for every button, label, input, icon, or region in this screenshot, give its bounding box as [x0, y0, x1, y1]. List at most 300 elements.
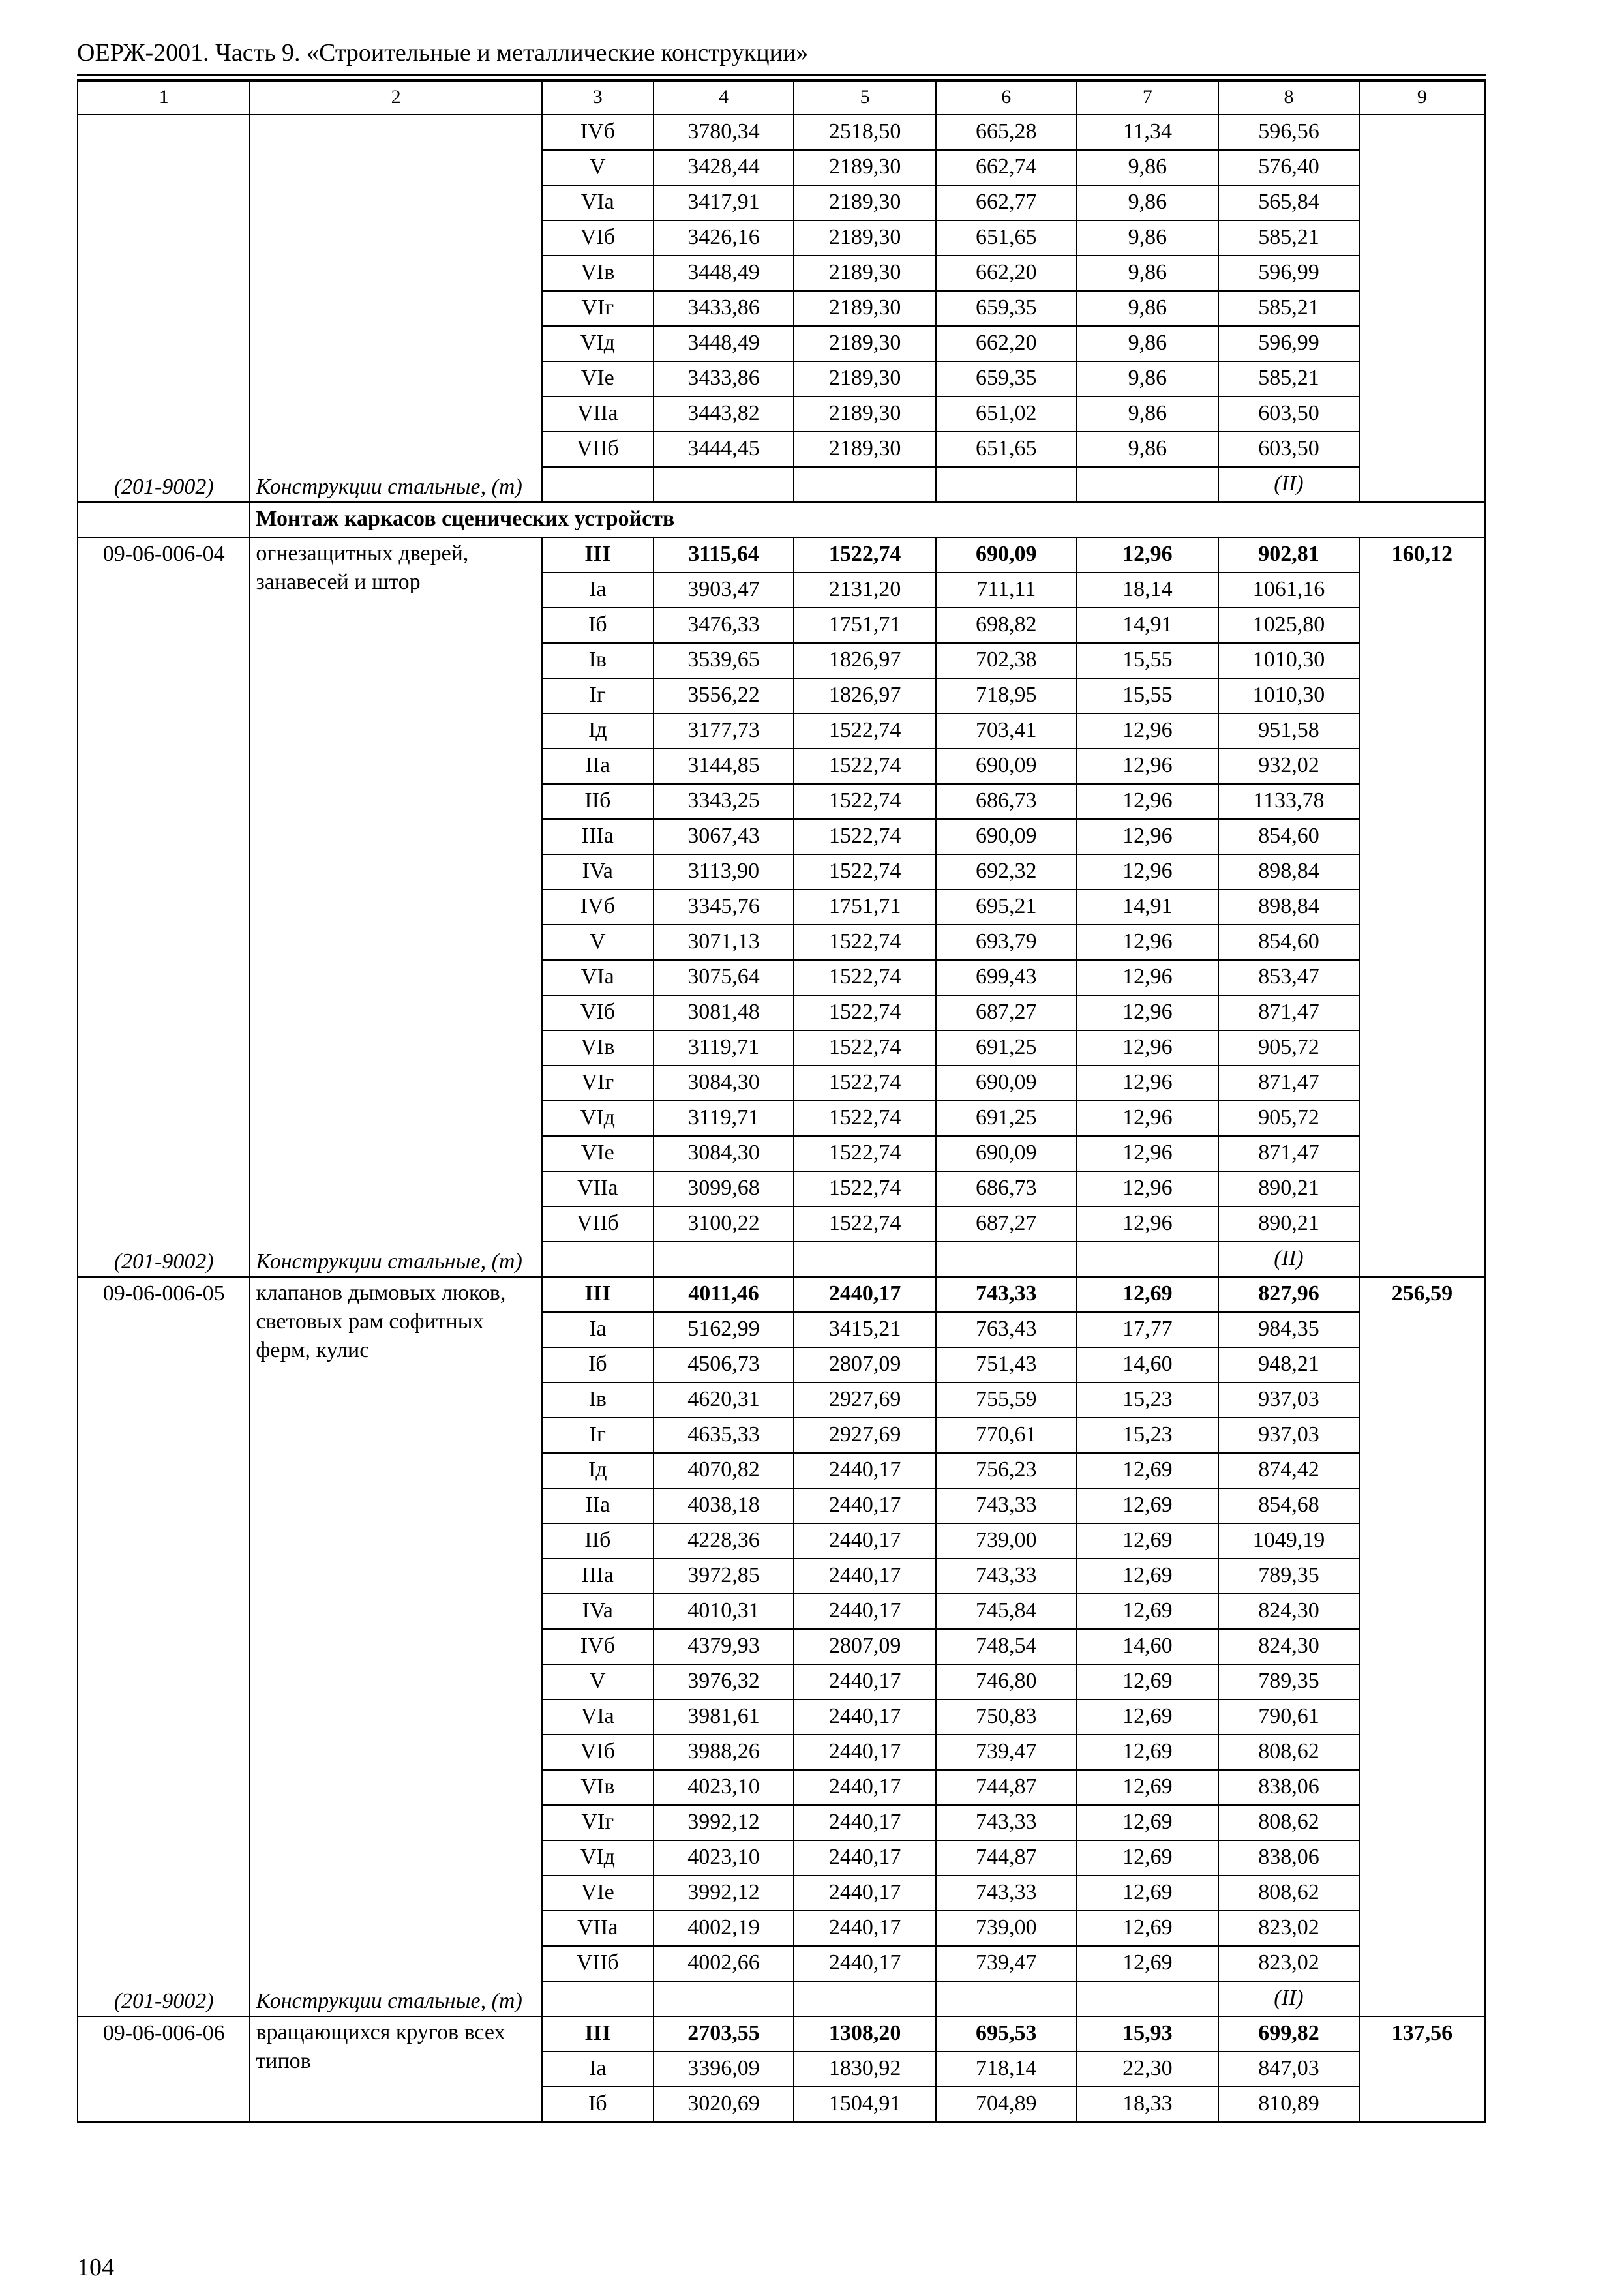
table-cell: Iв — [542, 1383, 654, 1418]
empty-cell — [654, 1242, 794, 1277]
table-cell: 3119,71 — [654, 1030, 794, 1066]
table-cell: 9,86 — [1077, 326, 1219, 361]
table-cell: 3780,34 — [654, 115, 794, 150]
table-cell: 1061,16 — [1218, 573, 1359, 608]
table-cell: 739,00 — [936, 1523, 1077, 1559]
table-cell: 2189,30 — [794, 396, 936, 432]
table-cell: 4023,10 — [654, 1840, 794, 1876]
total-cell: 160,12 — [1359, 537, 1485, 1277]
table-cell: 12,69 — [1077, 1523, 1219, 1559]
table-cell: 686,73 — [936, 1171, 1077, 1206]
table-cell: VIIб — [542, 1206, 654, 1242]
empty-cell — [542, 1242, 654, 1277]
table-cell: 1751,71 — [794, 890, 936, 925]
table-cell: Iг — [542, 1418, 654, 1453]
resource-description: Конструкции стальные, (т) — [256, 1249, 522, 1274]
table-cell: 1522,74 — [794, 1066, 936, 1101]
work-description: вращающихся кругов всех типов — [256, 2020, 505, 2073]
table-cell: 746,80 — [936, 1664, 1077, 1699]
table-cell: 2440,17 — [794, 1664, 936, 1699]
price-table — [77, 80, 1486, 2123]
table-cell: 984,35 — [1218, 1312, 1359, 1347]
table-cell: 711,11 — [936, 573, 1077, 608]
table-cell: 603,50 — [1218, 432, 1359, 467]
table-cell: 1308,20 — [794, 2016, 936, 2052]
table-cell: VIa — [542, 185, 654, 220]
table-cell: 1522,74 — [794, 854, 936, 890]
column-number: 5 — [794, 81, 936, 115]
table-cell: 12,96 — [1077, 1206, 1219, 1242]
column-number: 3 — [542, 81, 654, 115]
section-title: Монтаж каркасов сценических устройств — [250, 502, 1485, 537]
table-cell: 789,35 — [1218, 1559, 1359, 1594]
table-cell: 12,96 — [1077, 1136, 1219, 1171]
table-cell: III — [542, 1277, 654, 1312]
norm-code: 09-06-006-04 — [102, 542, 225, 566]
table-cell: 743,33 — [936, 1277, 1077, 1312]
table-cell: 12,96 — [1077, 995, 1219, 1030]
table-cell: Iг — [542, 678, 654, 713]
column-number: 8 — [1218, 81, 1359, 115]
table-cell: 14,91 — [1077, 890, 1219, 925]
table-cell: 951,58 — [1218, 713, 1359, 749]
table-cell: 2440,17 — [794, 1277, 936, 1312]
empty-cell — [1077, 1981, 1219, 2016]
table-cell: 1522,74 — [794, 1030, 936, 1066]
table-cell: 789,35 — [1218, 1664, 1359, 1699]
table-cell: 15,23 — [1077, 1418, 1219, 1453]
resource-code: (201-9002) — [113, 475, 214, 499]
table-cell: 847,03 — [1218, 2052, 1359, 2087]
table-cell: 3144,85 — [654, 749, 794, 784]
table-cell: III — [542, 537, 654, 573]
table-cell: 15,55 — [1077, 678, 1219, 713]
table-cell: 890,21 — [1218, 1206, 1359, 1242]
table-cell: 662,20 — [936, 326, 1077, 361]
table-cell: 690,09 — [936, 749, 1077, 784]
table-cell: 665,28 — [936, 115, 1077, 150]
table-cell: 3972,85 — [654, 1559, 794, 1594]
table-cell: 4038,18 — [654, 1488, 794, 1523]
table-cell: 3084,30 — [654, 1136, 794, 1171]
table-cell: VIIa — [542, 1911, 654, 1946]
table-cell: 596,99 — [1218, 326, 1359, 361]
empty-cell — [542, 1981, 654, 2016]
table-cell: 699,82 — [1218, 2016, 1359, 2052]
table-cell: 3992,12 — [654, 1876, 794, 1911]
table-cell: 3343,25 — [654, 784, 794, 819]
table-row — [78, 537, 1485, 573]
table-cell: 596,99 — [1218, 256, 1359, 291]
empty-cell — [936, 1242, 1077, 1277]
table-cell: VIIб — [542, 432, 654, 467]
table-cell: 871,47 — [1218, 995, 1359, 1030]
table-cell: Iд — [542, 1453, 654, 1488]
table-cell: 3075,64 — [654, 960, 794, 995]
table-cell: VIг — [542, 1066, 654, 1101]
table-cell: Iб — [542, 1347, 654, 1383]
description-cell — [250, 1277, 541, 2016]
table-cell: 2440,17 — [794, 1488, 936, 1523]
table-cell: 9,86 — [1077, 150, 1219, 185]
table-cell: 690,09 — [936, 1136, 1077, 1171]
table-cell: 12,69 — [1077, 1277, 1219, 1312]
empty-cell — [1077, 467, 1219, 502]
table-cell: 808,62 — [1218, 1876, 1359, 1911]
table-cell: 3415,21 — [794, 1312, 936, 1347]
table-cell: 12,69 — [1077, 1559, 1219, 1594]
table-cell: 702,38 — [936, 643, 1077, 678]
table-cell: 1522,74 — [794, 784, 936, 819]
table-cell: 2518,50 — [794, 115, 936, 150]
table-cell: VIe — [542, 1876, 654, 1911]
table-cell: IIб — [542, 784, 654, 819]
table-cell: 603,50 — [1218, 396, 1359, 432]
table-cell: V — [542, 1664, 654, 1699]
empty-cell — [654, 467, 794, 502]
total-cell — [1359, 115, 1485, 502]
table-cell: 2703,55 — [654, 2016, 794, 2052]
table-cell: 718,95 — [936, 678, 1077, 713]
table-cell: Iб — [542, 608, 654, 643]
table-cell: IVa — [542, 854, 654, 890]
table-cell: 898,84 — [1218, 854, 1359, 890]
table-cell: 687,27 — [936, 995, 1077, 1030]
table-cell: 1049,19 — [1218, 1523, 1359, 1559]
table-cell: 3433,86 — [654, 291, 794, 326]
table-cell: 854,60 — [1218, 819, 1359, 854]
table-cell: IIб — [542, 1523, 654, 1559]
table-cell: VIв — [542, 1770, 654, 1805]
work-description: клапанов дымовых люков, световых рам софитных ферм, кулис — [256, 1281, 506, 1362]
table-cell: 4635,33 — [654, 1418, 794, 1453]
code-cell — [78, 2016, 250, 2122]
table-cell: 4010,31 — [654, 1594, 794, 1629]
table-cell: 3539,65 — [654, 643, 794, 678]
table-cell: 3099,68 — [654, 1171, 794, 1206]
table-cell: 698,82 — [936, 608, 1077, 643]
work-description: огнезащитных дверей, занавесей и штор — [256, 541, 469, 594]
table-cell: 576,40 — [1218, 150, 1359, 185]
table-cell: 871,47 — [1218, 1066, 1359, 1101]
table-cell: 3081,48 — [654, 995, 794, 1030]
table-cell: 12,96 — [1077, 1066, 1219, 1101]
table-cell: 704,89 — [936, 2087, 1077, 2122]
table-cell: 585,21 — [1218, 361, 1359, 396]
code-wrap — [83, 115, 244, 501]
description-wrap — [256, 1278, 535, 2016]
table-cell: IIa — [542, 1488, 654, 1523]
table-cell: 14,60 — [1077, 1629, 1219, 1664]
table-cell: 3113,90 — [654, 854, 794, 890]
table-cell: 1522,74 — [794, 819, 936, 854]
class-cell: (II) — [1218, 1242, 1359, 1277]
table-cell: 3443,82 — [654, 396, 794, 432]
table-cell: 3981,61 — [654, 1699, 794, 1735]
table-cell: IIIa — [542, 819, 654, 854]
table-cell: 690,09 — [936, 537, 1077, 573]
table-cell: 9,86 — [1077, 185, 1219, 220]
table-cell: 12,69 — [1077, 1699, 1219, 1735]
column-number: 6 — [936, 81, 1077, 115]
table-cell: VIe — [542, 1136, 654, 1171]
table-cell: 659,35 — [936, 291, 1077, 326]
table-cell: 4620,31 — [654, 1383, 794, 1418]
class-cell: (II) — [1218, 467, 1359, 502]
table-cell: 9,86 — [1077, 396, 1219, 432]
header-rule — [77, 74, 1486, 76]
table-cell: 692,32 — [936, 854, 1077, 890]
table-cell: 12,96 — [1077, 1030, 1219, 1066]
table-cell: VIa — [542, 1699, 654, 1735]
table-cell: 3976,32 — [654, 1664, 794, 1699]
table-row — [78, 115, 1485, 150]
table-cell: 596,56 — [1218, 115, 1359, 150]
description-cell — [250, 2016, 541, 2122]
norm-code: 09-06-006-06 — [102, 2021, 225, 2045]
table-cell: 585,21 — [1218, 291, 1359, 326]
table-cell: 691,25 — [936, 1030, 1077, 1066]
code-wrap — [83, 538, 244, 1276]
table-cell: 838,06 — [1218, 1770, 1359, 1805]
resource-code: (201-9002) — [113, 1249, 214, 1274]
table-cell: 9,86 — [1077, 220, 1219, 256]
table-cell: Ia — [542, 2052, 654, 2087]
table-cell: 2440,17 — [794, 1770, 936, 1805]
table-cell: 3100,22 — [654, 1206, 794, 1242]
table-cell: 743,33 — [936, 1559, 1077, 1594]
table-cell: IVa — [542, 1594, 654, 1629]
table-cell: VIIa — [542, 396, 654, 432]
column-number: 7 — [1077, 81, 1219, 115]
table-cell: 12,69 — [1077, 1594, 1219, 1629]
section-title-row — [78, 502, 1485, 537]
table-cell: 751,43 — [936, 1347, 1077, 1383]
table-cell: 4379,93 — [654, 1629, 794, 1664]
table-cell: Iв — [542, 643, 654, 678]
table-cell: 2807,09 — [794, 1347, 936, 1383]
description-wrap — [256, 115, 535, 501]
empty-cell — [794, 467, 936, 502]
table-cell: VIв — [542, 1030, 654, 1066]
page-number: 104 — [77, 2254, 114, 2281]
table-cell: VIб — [542, 1735, 654, 1770]
table-cell: 686,73 — [936, 784, 1077, 819]
table-cell: 2927,69 — [794, 1418, 936, 1453]
table-cell: 3177,73 — [654, 713, 794, 749]
table-cell: 838,06 — [1218, 1840, 1359, 1876]
table-cell: 5162,99 — [654, 1312, 794, 1347]
table-cell: IIIa — [542, 1559, 654, 1594]
table-cell: 565,84 — [1218, 185, 1359, 220]
table-cell: 937,03 — [1218, 1383, 1359, 1418]
table-cell: 12,69 — [1077, 1876, 1219, 1911]
table-cell: 18,33 — [1077, 2087, 1219, 2122]
table-cell: 3433,86 — [654, 361, 794, 396]
table-cell: 2189,30 — [794, 361, 936, 396]
table-cell: 3428,44 — [654, 150, 794, 185]
table-cell: 12,69 — [1077, 1453, 1219, 1488]
table-cell: 763,43 — [936, 1312, 1077, 1347]
table-cell: 3988,26 — [654, 1735, 794, 1770]
table-cell: 874,42 — [1218, 1453, 1359, 1488]
table-cell: 948,21 — [1218, 1347, 1359, 1383]
table-cell: 9,86 — [1077, 291, 1219, 326]
table-cell: 12,96 — [1077, 854, 1219, 890]
table-cell: 12,69 — [1077, 1840, 1219, 1876]
table-cell: 695,53 — [936, 2016, 1077, 2052]
table-cell: IVб — [542, 115, 654, 150]
table-cell: 662,20 — [936, 256, 1077, 291]
table-row — [78, 1277, 1485, 1312]
table-cell: 3992,12 — [654, 1805, 794, 1840]
table-cell: 662,77 — [936, 185, 1077, 220]
empty-cell — [936, 1981, 1077, 2016]
table-cell: 18,14 — [1077, 573, 1219, 608]
table-cell: 744,87 — [936, 1840, 1077, 1876]
table-cell: 1025,80 — [1218, 608, 1359, 643]
table-cell: 739,47 — [936, 1946, 1077, 1981]
table-cell: III — [542, 2016, 654, 2052]
column-number: 2 — [250, 81, 541, 115]
table-cell: VIд — [542, 326, 654, 361]
table-cell: 687,27 — [936, 1206, 1077, 1242]
table-cell: 1522,74 — [794, 1101, 936, 1136]
table-cell: 22,30 — [1077, 2052, 1219, 2087]
table-cell: 890,21 — [1218, 1171, 1359, 1206]
table-cell: 1522,74 — [794, 749, 936, 784]
empty-cell — [542, 467, 654, 502]
table-cell: 2189,30 — [794, 150, 936, 185]
code-cell — [78, 1277, 250, 2016]
table-cell: 810,89 — [1218, 2087, 1359, 2122]
table-cell: 739,00 — [936, 1911, 1077, 1946]
code-cell — [78, 115, 250, 502]
table-cell: 1522,74 — [794, 925, 936, 960]
table-cell: 4506,73 — [654, 1347, 794, 1383]
table-cell: 3426,16 — [654, 220, 794, 256]
table-cell: 3020,69 — [654, 2087, 794, 2122]
table-cell: 690,09 — [936, 1066, 1077, 1101]
table-cell: IVб — [542, 1629, 654, 1664]
table-cell: 3448,49 — [654, 256, 794, 291]
table-cell: 3556,22 — [654, 678, 794, 713]
description-cell — [250, 115, 541, 502]
table-cell: 2189,30 — [794, 220, 936, 256]
table-cell: 2189,30 — [794, 185, 936, 220]
table-cell: 2807,09 — [794, 1629, 936, 1664]
table-cell: 699,43 — [936, 960, 1077, 995]
table-cell: 12,96 — [1077, 960, 1219, 995]
table-cell: 824,30 — [1218, 1594, 1359, 1629]
table-cell: 3345,76 — [654, 890, 794, 925]
table-cell: 15,93 — [1077, 2016, 1219, 2052]
table-cell: 3067,43 — [654, 819, 794, 854]
table-cell: 2440,17 — [794, 1876, 936, 1911]
table-cell: 651,65 — [936, 432, 1077, 467]
table-cell: 4023,10 — [654, 1770, 794, 1805]
table-cell: 2131,20 — [794, 573, 936, 608]
table-cell: 3115,64 — [654, 537, 794, 573]
table-cell: 12,69 — [1077, 1488, 1219, 1523]
table-cell: 905,72 — [1218, 1101, 1359, 1136]
table-cell: 1522,74 — [794, 1206, 936, 1242]
table-cell: 745,84 — [936, 1594, 1077, 1629]
table-cell: VIд — [542, 1101, 654, 1136]
table-cell: 1504,91 — [794, 2087, 936, 2122]
table-cell: 4011,46 — [654, 1277, 794, 1312]
table-cell: 1010,30 — [1218, 643, 1359, 678]
table-cell: 3417,91 — [654, 185, 794, 220]
empty-cell — [1077, 1242, 1219, 1277]
table-cell: 4070,82 — [654, 1453, 794, 1488]
table-cell: 1522,74 — [794, 713, 936, 749]
table-cell: 790,61 — [1218, 1699, 1359, 1735]
empty-cell — [794, 1981, 936, 2016]
table-cell: 744,87 — [936, 1770, 1077, 1805]
table-cell: VIe — [542, 361, 654, 396]
table-cell: 12,69 — [1077, 1770, 1219, 1805]
table-cell: 3084,30 — [654, 1066, 794, 1101]
table-cell: 902,81 — [1218, 537, 1359, 573]
table-cell: 3448,49 — [654, 326, 794, 361]
table-cell: 3071,13 — [654, 925, 794, 960]
table-cell: Iд — [542, 713, 654, 749]
empty-cell — [794, 1242, 936, 1277]
table-cell: 9,86 — [1077, 256, 1219, 291]
table-cell: 2440,17 — [794, 1840, 936, 1876]
table-cell: 12,96 — [1077, 713, 1219, 749]
table-cell: 691,25 — [936, 1101, 1077, 1136]
table-cell: 690,09 — [936, 819, 1077, 854]
table-cell: 1133,78 — [1218, 784, 1359, 819]
table-cell: 12,69 — [1077, 1735, 1219, 1770]
table-cell: 1010,30 — [1218, 678, 1359, 713]
table-cell: 12,96 — [1077, 819, 1219, 854]
table-cell: 718,14 — [936, 2052, 1077, 2087]
table-cell: 9,86 — [1077, 361, 1219, 396]
table-cell: 693,79 — [936, 925, 1077, 960]
table-cell: 824,30 — [1218, 1629, 1359, 1664]
table-cell: V — [542, 925, 654, 960]
table-cell: 4002,66 — [654, 1946, 794, 1981]
code-wrap — [83, 2017, 244, 2121]
resource-code: (201-9002) — [113, 1989, 214, 2013]
table-cell: 12,96 — [1077, 1101, 1219, 1136]
table-cell: 2440,17 — [794, 1559, 936, 1594]
table-cell: 898,84 — [1218, 890, 1359, 925]
table-cell: 12,69 — [1077, 1946, 1219, 1981]
table-cell: 14,91 — [1077, 608, 1219, 643]
table-cell: 3119,71 — [654, 1101, 794, 1136]
table-cell: 1522,74 — [794, 995, 936, 1030]
empty-cell — [936, 467, 1077, 502]
table-cell: 1751,71 — [794, 608, 936, 643]
table-cell: 695,21 — [936, 890, 1077, 925]
table-cell: 2189,30 — [794, 291, 936, 326]
table-cell: 1522,74 — [794, 1136, 936, 1171]
table-cell: 9,86 — [1077, 432, 1219, 467]
table-cell: 2440,17 — [794, 1911, 936, 1946]
table-cell: Iб — [542, 2087, 654, 2122]
empty-cell — [654, 1981, 794, 2016]
table-cell: 12,96 — [1077, 784, 1219, 819]
table-cell: 2440,17 — [794, 1735, 936, 1770]
table-cell: 739,47 — [936, 1735, 1077, 1770]
table-cell: 808,62 — [1218, 1805, 1359, 1840]
table-cell: 1826,97 — [794, 643, 936, 678]
table-cell: 932,02 — [1218, 749, 1359, 784]
